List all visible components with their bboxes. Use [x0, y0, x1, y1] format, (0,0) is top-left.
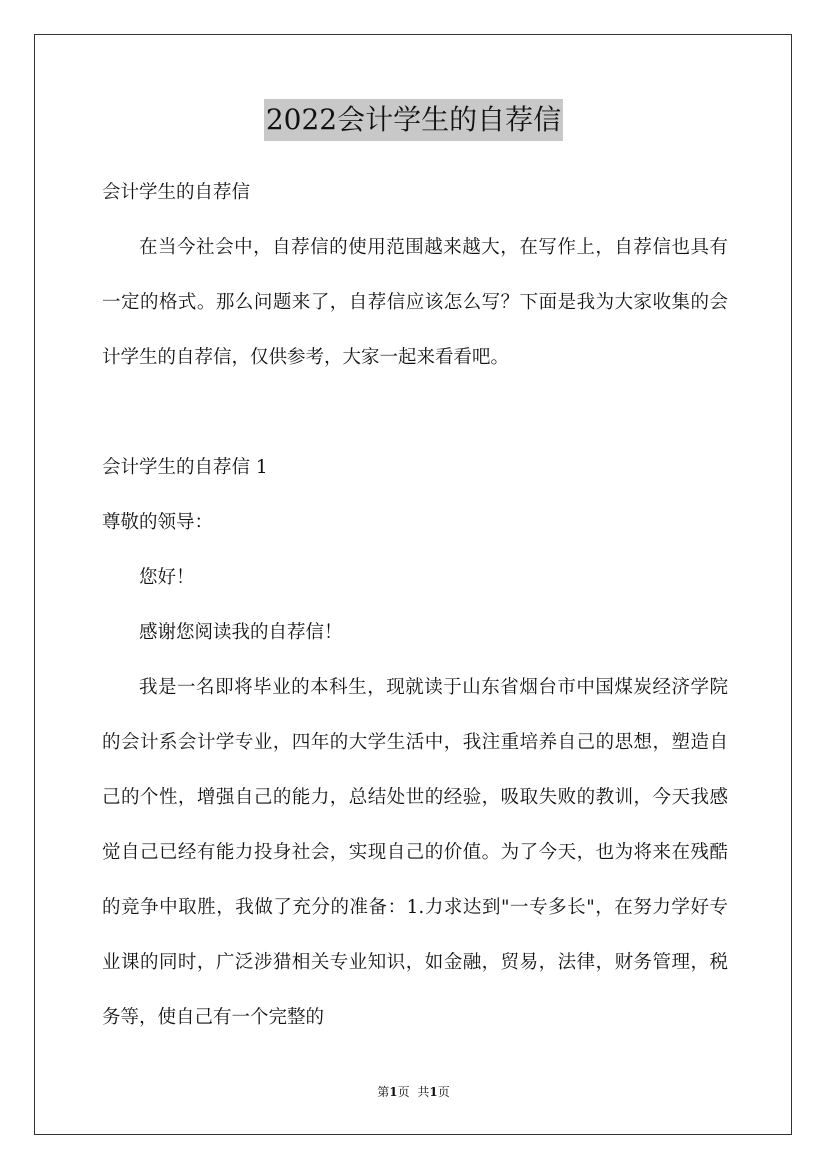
intro-paragraph: 在当今社会中，自荐信的使用范围越来越大，在写作上，自荐信也具有一定的格式。那么问题来了，自荐信应该怎么写？下面是我为大家收集的会计学生的自荐信，仅供参考，大家一起来看看吧。	[102, 237, 728, 368]
page-number: 1	[389, 1085, 398, 1099]
title-container	[0, 99, 827, 141]
greeting: 您好！	[139, 567, 195, 588]
total-pages: 1	[429, 1085, 438, 1099]
salutation: 尊敬的领导：	[102, 512, 214, 533]
document-title: 2022会计学生的自荐信	[264, 99, 563, 141]
subtitle: 会计学生的自荐信	[102, 182, 251, 203]
page-footer	[0, 1082, 827, 1102]
page-label-suffix: 页	[397, 1085, 410, 1099]
document-body	[102, 165, 728, 1045]
thanks-line: 感谢您阅读我的自荐信！	[139, 622, 343, 643]
section-heading: 会计学生的自荐信 1	[102, 457, 268, 478]
page-label-prefix: 第	[377, 1085, 390, 1099]
total-label-suffix: 页	[437, 1085, 450, 1099]
body-paragraph: 我是一名即将毕业的本科生，现就读于山东省烟台市中国煤炭经济学院的会计系会计学专业，四年的大学生活中，我注重培养自己的思想，塑造自己的个性，增强自己的能力，总结处世的经验，吸取失败的教训，今天我感觉自己已经有能力投身社会，实现自己的价值。为了今天，也为将来在残酷的竞争中取胜，我做了充分的准备：1.力求达到"一专多长"，在努力学好专业课的同时，广泛涉猎相关专业知识，如金融，贸易，法律，财务管理，税务等，使自己有一个完整的	[102, 677, 728, 1028]
total-label-prefix: 共	[417, 1085, 430, 1099]
blank-line	[102, 385, 728, 440]
